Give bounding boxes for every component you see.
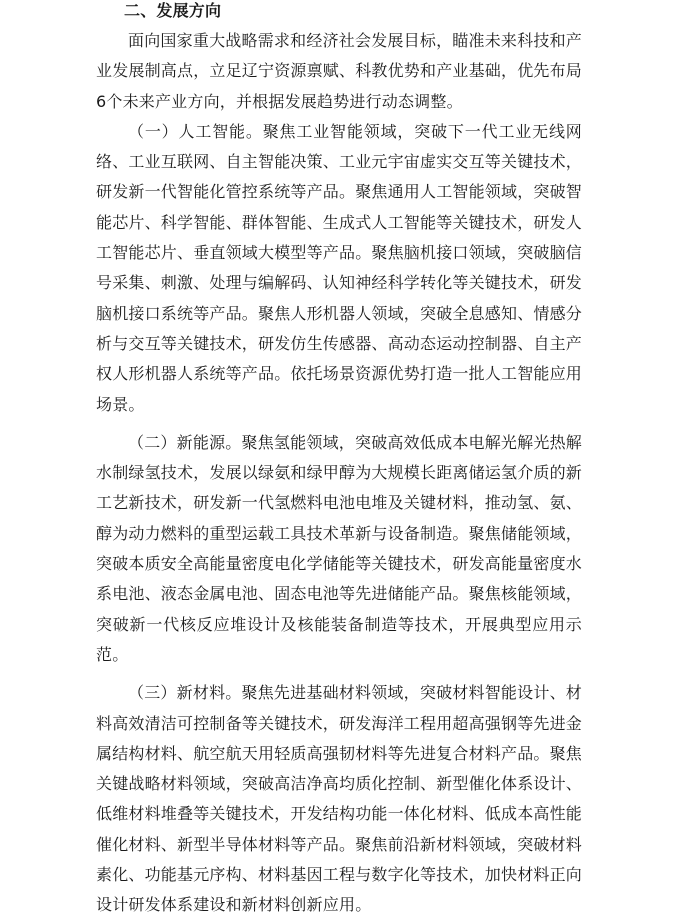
paragraph-new-materials: （三）新材料。聚焦先进基础材料领域，突破材料智能设计、材料高效清洁可控制备等关键技术，研发海洋工程用超高强钢等先进金属结构材料、航空航天用轻质高强韧材料等先进复合材料产品。聚焦关键战略材料领域，突破高洁净高均质化控制、新型催化体系设计、低维材料堆叠等关键技术，开发结构功能一体化材料、低成本高性能催化材料、新型半导体材料等产品。聚焦前沿新材料领域，突破材料素化、功能基元序构、材料基因工程与数字化等技术，加快材料正向设计研发体系建设和新材料创新应用。 xyxy=(96,683,583,915)
document-body xyxy=(96,0,582,921)
section-heading: 二、发展方向 xyxy=(124,1,222,20)
intro-paragraph: 面向国家重大战略需求和经济社会发展目标，瞄准未来科技和产业发展制高点，立足辽宁资源禀赋、科教优势和产业基础，优先布局6个未来产业方向，并根据发展趋势进行动态调整。 xyxy=(96,31,583,111)
paragraph-ai: （一）人工智能。聚焦工业智能领域，突破下一代工业无线网络、工业互联网、自主智能决策、工业元宇宙虚实交互等关键技术，研发新一代智能化管控系统等产品。聚焦通用人工智能领域，突破智能芯片、科学智能、群体智能、生成式人工智能等关键技术，研发人工智能芯片、垂直领域大模型等产品。聚焦脑机接口领域，突破脑信号采集、刺激、处理与编解码、认知神经科学转化等关键技术，研发脑机接口系统等产品。聚焦人形机器人领域，突破全息感知、情感分析与交互等关键技术，研发仿生传感器、高动态运动控制器、自主产权人形机器人系统等产品。依托场景资源优势打造一批人工智能应用场景。 xyxy=(96,121,583,414)
paragraph-new-energy: （二）新能源。聚焦氢能领域，突破高效低成本电解光解光热解水制绿氢技术，发展以绿氨和绿甲醇为大规模长距离储运氢介质的新工艺新技术，研发新一代氢燃料电池电堆及关键材料，推动氢、氨、醇为动力燃料的重型运载工具技术革新与设备制造。聚焦储能领域，突破本质安全高能量密度电化学储能等关键技术，研发高能量密度水系电池、液态金属电池、固态电池等先进储能产品。聚焦核能领域，突破新一代核反应堆设计及核能装备制造等技术，开展典型应用示范。 xyxy=(96,432,583,664)
paragraph-spacer xyxy=(96,420,582,428)
paragraph-spacer xyxy=(96,670,582,678)
